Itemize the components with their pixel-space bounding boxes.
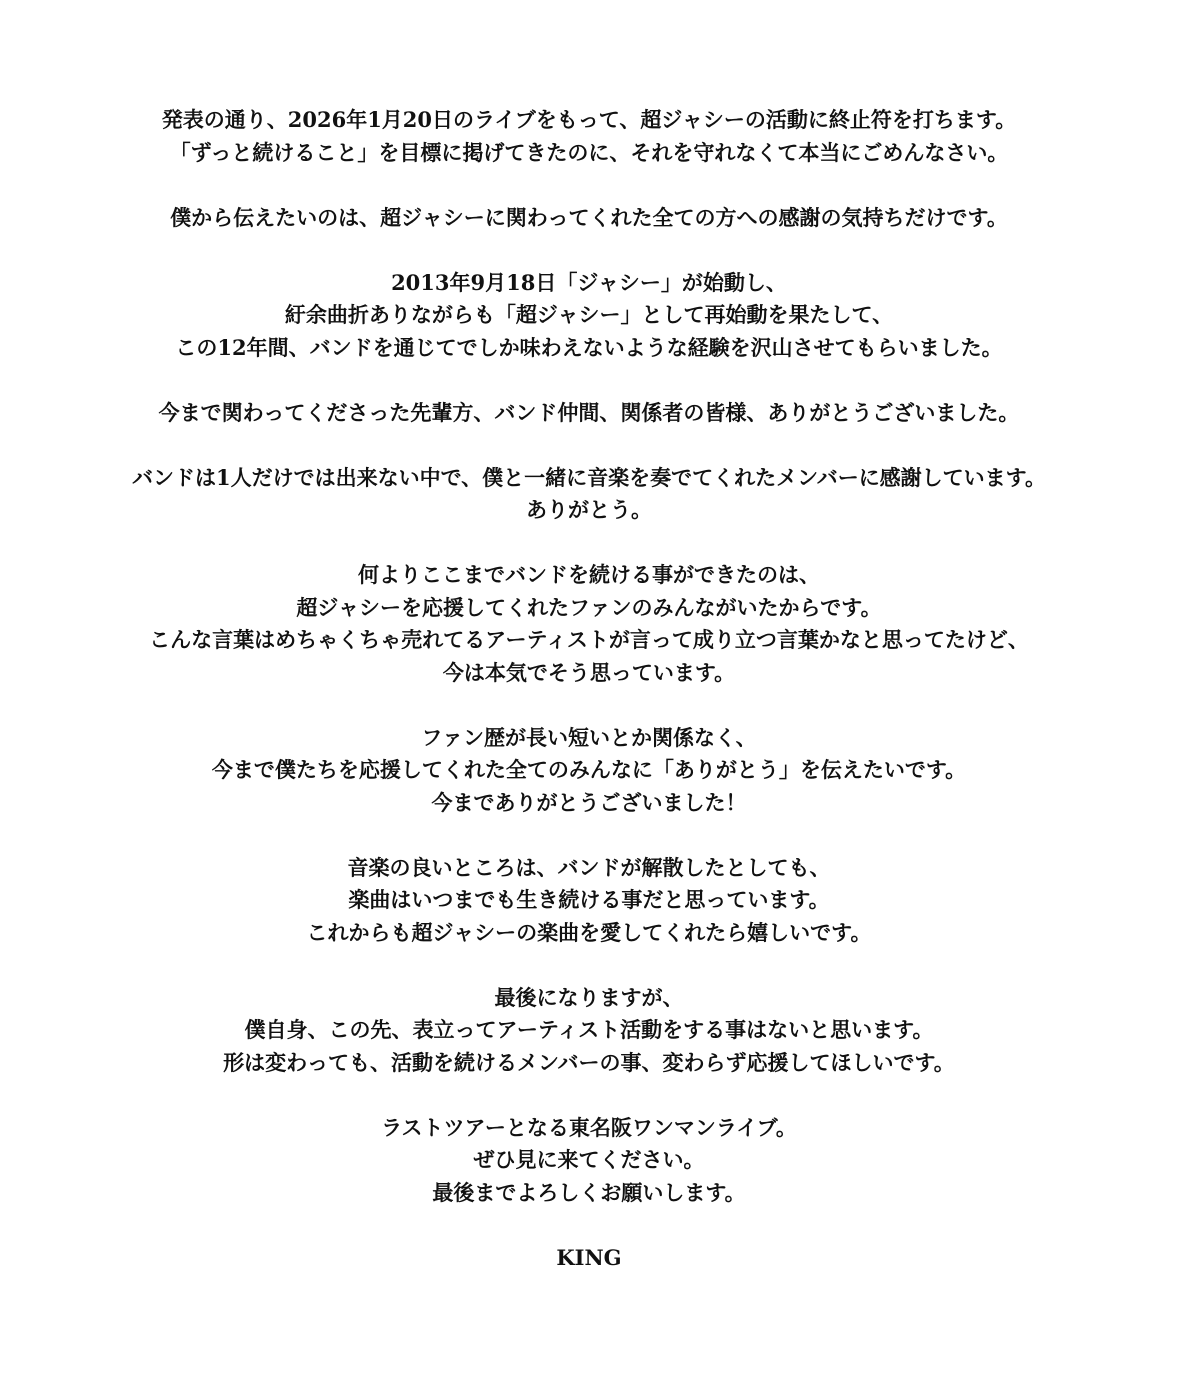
text-line: ファン歴が長い短いとか関係なく、 — [421, 724, 757, 750]
paragraph-music — [0, 852, 1178, 950]
text-line: 音楽の良いところは、バンドが解散したとしても、 — [347, 854, 831, 880]
paragraph-thanks-industry — [0, 397, 1178, 430]
text-line: 「ずっと続けること」を目標に掲げてきたのに、それを守れなくて本当にごめんなさい。 — [169, 139, 1009, 165]
paragraph-future — [0, 982, 1178, 1080]
text-line: 僕から伝えたいのは、超ジャシーに関わってくれた全ての方への感謝の気持ちだけです。 — [170, 204, 1008, 230]
text-line: ぜひ見に来てください。 — [473, 1147, 705, 1172]
paragraph-last-tour — [0, 1112, 1178, 1210]
text-line: 発表の通り、2026年1月20日のライブをもって、超ジャシーの活動に終止符を打ちます。 — [161, 107, 1017, 132]
text-line: こんな言葉はめちゃくちゃ売れてるアーティストが言って成り立つ言葉かなと思ってたけど、 — [149, 627, 1029, 652]
text-line: 最後になりますが、 — [494, 984, 684, 1010]
text-line: 僕自身、この先、表立ってアーティスト活動をする事はないと思います。 — [244, 1017, 934, 1042]
text-line: 紆余曲折ありながらも「超ジャシー」として再始動を果たして、 — [284, 302, 894, 327]
text-line: 楽曲はいつまでも生き続ける事だと思っています。 — [348, 887, 830, 912]
paragraph-announcement — [0, 104, 1178, 169]
letter-body — [0, 104, 1178, 1274]
text-line: 今まで僕たちを応援してくれた全てのみんなに「ありがとう」を伝えたいです。 — [211, 757, 967, 782]
paragraph-thanks-fans — [0, 559, 1178, 689]
text-line: ありがとう。 — [526, 497, 652, 522]
paragraph-fan-message — [0, 722, 1178, 820]
signature — [0, 1242, 1178, 1275]
text-line: 今まで関わってくださった先輩方、バンド仲間、関係者の皆様、ありがとうございました。 — [158, 399, 1020, 425]
text-line: 形は変わっても、活動を続けるメンバーの事、変わらず応援してほしいです。 — [223, 1049, 955, 1075]
text-line: これからも超ジャシーの楽曲を愛してくれたら嬉しいです。 — [306, 919, 872, 945]
paragraph-thanks-members — [0, 462, 1178, 527]
text-line: この12年間、バンドを通じてでしか味わえないような経験を沢山させてもらいました。 — [175, 334, 1003, 360]
text-line: バンドは1人だけでは出来ない中で、僕と一緒に音楽を奏でてくれたメンバーに感謝しています。 — [131, 464, 1047, 490]
text-line: 今は本気でそう思っています。 — [442, 659, 736, 685]
text-line: 超ジャシーを応援してくれたファンのみんながいたからです。 — [296, 594, 882, 620]
paragraph-gratitude — [0, 202, 1178, 235]
text-line: 2013年9月18日「ジャシー」が始動し、 — [391, 269, 787, 295]
paragraph-history — [0, 267, 1178, 365]
signature-name: KING — [556, 1244, 622, 1270]
text-line: ラストツアーとなる東名阪ワンマンライブ。 — [381, 1114, 797, 1140]
text-line: 今までありがとうございました！ — [431, 789, 747, 815]
text-line: 最後までよろしくお願いします。 — [432, 1179, 746, 1205]
text-line: 何よりここまでバンドを続ける事ができたのは、 — [358, 562, 820, 587]
